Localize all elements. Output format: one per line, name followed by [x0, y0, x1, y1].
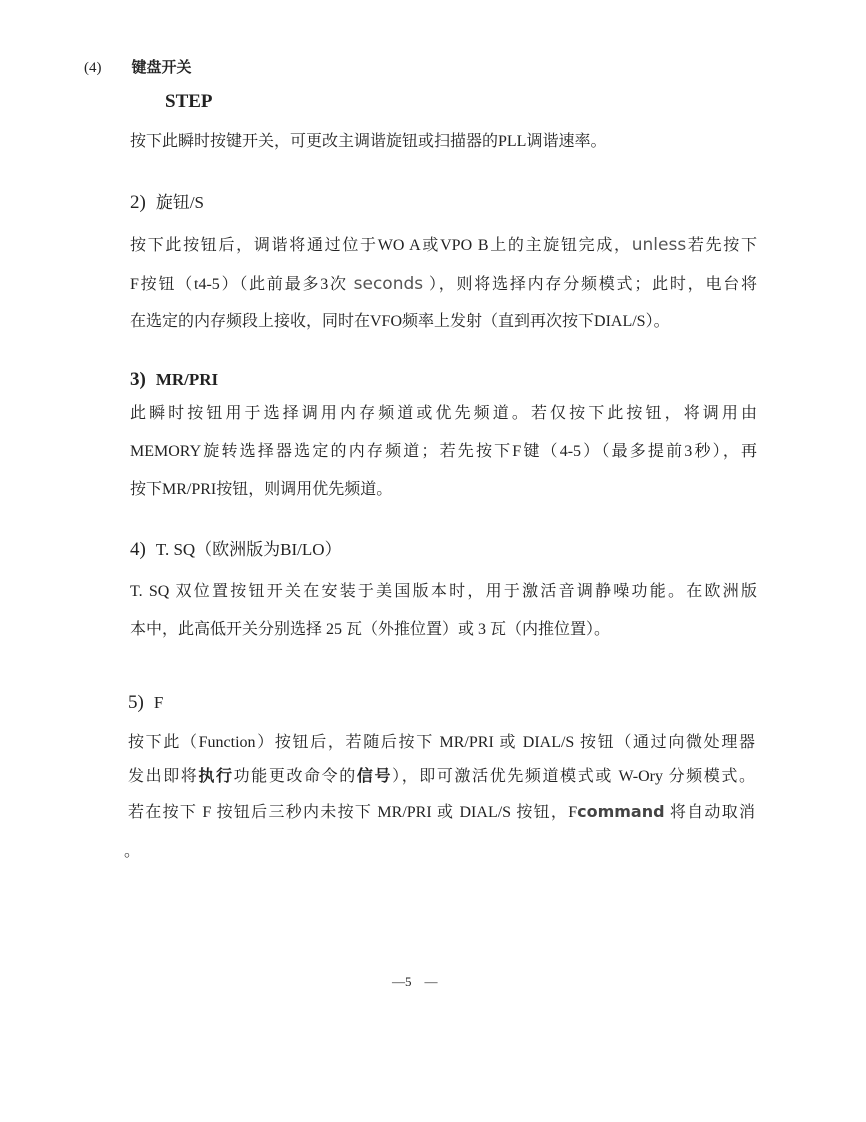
dial-title: 旋钮/S	[155, 193, 205, 212]
mrpri-number: 3)	[130, 369, 146, 390]
mrpri-line-2: MEMORY旋转选择器选定的内存频道；若先按下F键（4-5）（最多提前3秒），再	[130, 443, 757, 460]
text: 执行	[198, 768, 234, 785]
mrpri-title: MR/PRI	[155, 370, 219, 389]
mrpri-heading	[130, 370, 757, 390]
tsq-line-1: T. SQ 双位置按钮开关在安装于美国版本时，用于激活音调静噪功能。在欧洲版	[130, 583, 757, 600]
dial-number: 2)	[130, 192, 146, 213]
text: 信号	[356, 768, 393, 785]
text: 若在按下 F 按钮后三秒内未按下 MR/PRI 或 DIAL/S 按钮，F	[128, 804, 578, 821]
f-line-1: 按下此（Function）按钮后，若随后按下 MR/PRI 或 DIAL/S 按钮（通过向微处理器	[128, 734, 755, 751]
section-heading	[84, 56, 192, 77]
dial-line-1	[130, 235, 757, 255]
mrpri-line-1: 此瞬时按钮用于选择调用内存频道或优先频道。若仅按下此按钮，将调用由	[130, 405, 757, 422]
f-number: 5)	[128, 692, 144, 713]
text: 将自动取消	[669, 804, 755, 821]
section-number: (4)	[84, 60, 102, 76]
f-line-4: 。	[124, 843, 141, 860]
tsq-heading	[130, 540, 757, 560]
text: ），即可激活优先频道模式或 W-Ory 分频模式。	[392, 768, 755, 785]
text: unless	[631, 235, 687, 255]
text: F按钮（t4-5）（此前最多3次	[130, 276, 348, 293]
tsq-line-2: 本中，此高低开关分别选择 25 瓦（外推位置）或 3 瓦（内推位置）。	[130, 621, 611, 638]
dial-line-3: 在选定的内存频段上接收，同时在VFO频率上发射（直到再次按下DIAL/S）。	[130, 313, 670, 330]
f-line-3	[128, 802, 755, 822]
f-title: F	[153, 693, 164, 712]
page-number: —5 —	[392, 974, 438, 989]
mrpri-line-3: 按下MR/PRI按钮，则调用优先频道。	[130, 481, 393, 498]
text: ），则将选择内存分频模式；此时，电台将	[428, 276, 757, 293]
f-heading	[128, 693, 755, 713]
f-line-2	[128, 767, 755, 787]
dial-heading	[130, 193, 757, 213]
dial-line-2	[130, 274, 757, 294]
step-description: 按下此瞬时按键开关，可更改主调谐旋钮或扫描器的PLL调谐速率。	[130, 133, 607, 150]
text: 按下此按钮后，调谐将通过位于WO A或VPO B上的主旋钮完成，	[130, 237, 632, 254]
tsq-number: 4)	[130, 539, 146, 560]
tsq-title: T. SQ（欧洲版为BI/LO）	[155, 540, 342, 559]
text: 发出即将	[128, 768, 199, 785]
text: 若先按下	[686, 237, 757, 254]
text: command	[577, 802, 665, 821]
text: seconds	[353, 274, 424, 294]
section-title: 键盘开关	[131, 58, 192, 76]
step-title: STEP	[165, 91, 213, 112]
text: 功能更改命令的	[233, 768, 357, 785]
